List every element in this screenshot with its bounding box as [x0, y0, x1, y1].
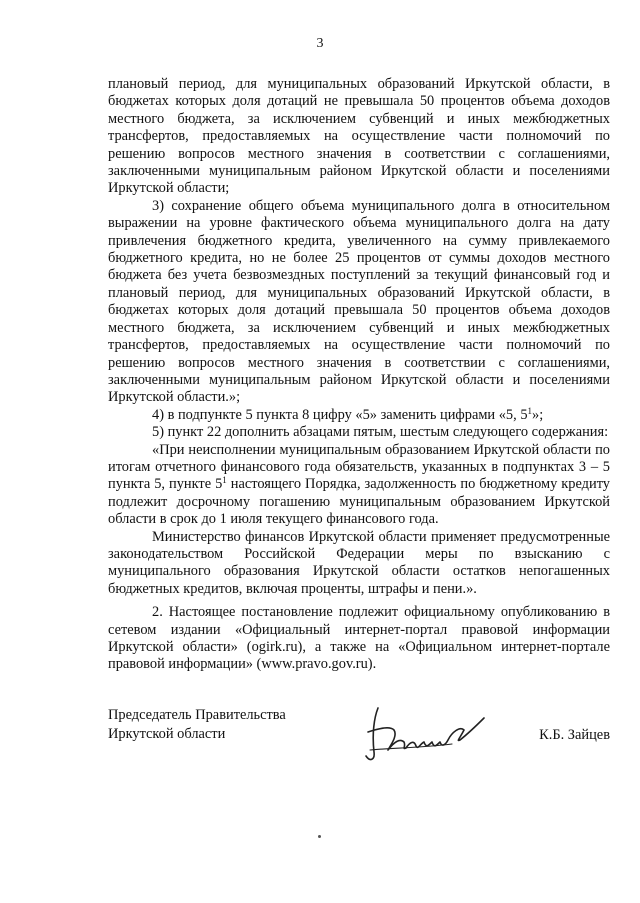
paragraph-item-2: 2. Настоящее постановление подлежит официальному опубликованию в сетевом издании «Официальный интернет-портал правовой информации Иркутской области» (ogirk.ru), а также на «Официальном интернет-портале правовой информации» (www.pravo.gov.ru). [108, 604, 610, 673]
page-number: 3 [316, 36, 324, 51]
paragraph-item-4 [108, 407, 610, 424]
signatory-title-line-2: Иркутской области [108, 726, 226, 742]
quote1-text-end: настоящего Порядка, задолженность по бюджетному кредиту подлежит досрочному погашению муниципальным образованием Иркутской области в срок до 1 июля текущего финансового года. [108, 476, 610, 528]
quote1-text: «При неисполнении муниципальным образованием Иркутской области по итогам отчетного финансового года обязательств, указанных в подпунктах 3 – 5 пункта 5, пункте 5 [108, 441, 610, 493]
quote1-superscript: 1 [222, 475, 227, 486]
signatory-name: К.Б. Зайцев [539, 727, 610, 743]
paragraph-continuation: плановый период, для муниципальных образований Иркутской области, в бюджетах которых доля дотаций не превышала 50 процентов объема доходов местного бюджета, за исключением субвенций и иных межбюджетных трансфертов, предоставляемых на осуществление части полномочий по решению вопросов местного значения в соответствии с соглашениями, заключенными муниципальным районом Иркутской области и поселениями Иркутской области; [108, 76, 610, 197]
paragraph-quote-1 [108, 442, 610, 529]
item4-text: 4) в подпункте 5 пункта 8 цифру «5» заменить цифрами «5, 5 [152, 406, 528, 423]
signature-block [108, 704, 610, 764]
paragraph-item-3: 3) сохранение общего объема муниципального долга в относительном выражении на уровне фактического объема муниципального долга на дату привлечения бюджетного кредита, увеличенного на сумму привлекаемого бюджетного кредита, но не более 25 процентов от суммы доходов местного бюджета без учета безвозмездных поступлений за текущий финансовый год и плановый период, для муниципальных образований Иркутской области, в бюджетах которых доля дотаций превышала 50 процентов объема доходов местного бюджета, за исключением субвенций и иных межбюджетных трансфертов, предоставляемых на осуществление части полномочий по решению вопросов местного значения в соответствии с соглашениями, заключенными муниципальным районом Иркутской области и поселениями Иркутской области.»; [108, 197, 610, 406]
paragraph-quote-2: Министерство финансов Иркутской области применяет предусмотренные законодательством Российской Федерации меры по взысканию с муниципального образования Иркутской области остатков непогашенных бюджетных кредитов, включая проценты, штрафы и пени.». [108, 528, 610, 597]
document-body [108, 76, 610, 674]
scan-speck [318, 835, 321, 838]
paragraph-item-5: 5) пункт 22 дополнить абзацами пятым, шестым следующего содержания: [152, 424, 609, 441]
signatory-title [108, 706, 286, 744]
signatory-title-line-1: Председатель Правительства [108, 707, 286, 723]
item4-superscript: 1 [527, 405, 533, 416]
item4-text-end: »; [532, 406, 544, 423]
handwritten-signature-icon [360, 702, 500, 764]
